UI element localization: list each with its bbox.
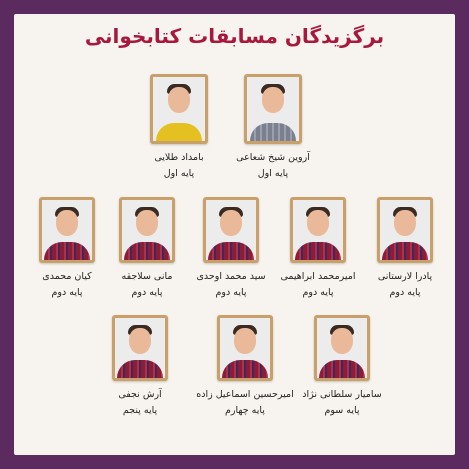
student-grade: پایه دوم: [131, 287, 163, 298]
winner-card: [185, 315, 305, 417]
student-grade: پایه اول: [163, 168, 195, 179]
student-photo: [217, 315, 273, 381]
student-name: سامیار سلطانی نژاد: [302, 389, 382, 400]
student-grade: پایه چهارم: [225, 405, 265, 416]
student-photo: [244, 74, 302, 144]
poster-title: برگزیدگان مسابقات کتابخوانی: [84, 24, 385, 48]
student-photo: [203, 197, 259, 263]
winner-card: [218, 74, 328, 180]
student-photo: [119, 197, 175, 263]
student-grade: پایه دوم: [215, 287, 247, 298]
student-photo: [290, 197, 346, 263]
student-grade: پایه دوم: [302, 287, 334, 298]
student-photo: [377, 197, 433, 263]
student-grade: پایه دوم: [389, 287, 421, 298]
student-photo: [112, 315, 168, 381]
student-name: آروین شیخ شعاعی: [236, 152, 310, 163]
winner-card: [85, 315, 195, 417]
student-name: سید محمد اوحدی: [196, 271, 266, 282]
student-name: آرش نجفی: [118, 389, 162, 400]
student-grade: پایه اول: [257, 168, 289, 179]
student-name: مانی سلاجقه: [121, 271, 173, 282]
winner-card: [12, 197, 122, 299]
student-name: بامداد طلایی: [154, 152, 204, 163]
student-photo: [150, 74, 208, 144]
student-photo: [314, 315, 370, 381]
student-photo: [39, 197, 95, 263]
student-name: پادرا لارستانی: [377, 271, 433, 282]
student-name: امیرمحمد ابراهیمی: [280, 271, 356, 282]
student-name: امیرحسین اسماعیل زاده: [196, 389, 294, 400]
winner-card: [124, 74, 234, 180]
student-grade: پایه دوم: [51, 287, 83, 298]
student-grade: پایه سوم: [324, 405, 360, 416]
student-name: کیان محمدی: [42, 271, 92, 282]
student-grade: پایه پنجم: [122, 405, 158, 416]
